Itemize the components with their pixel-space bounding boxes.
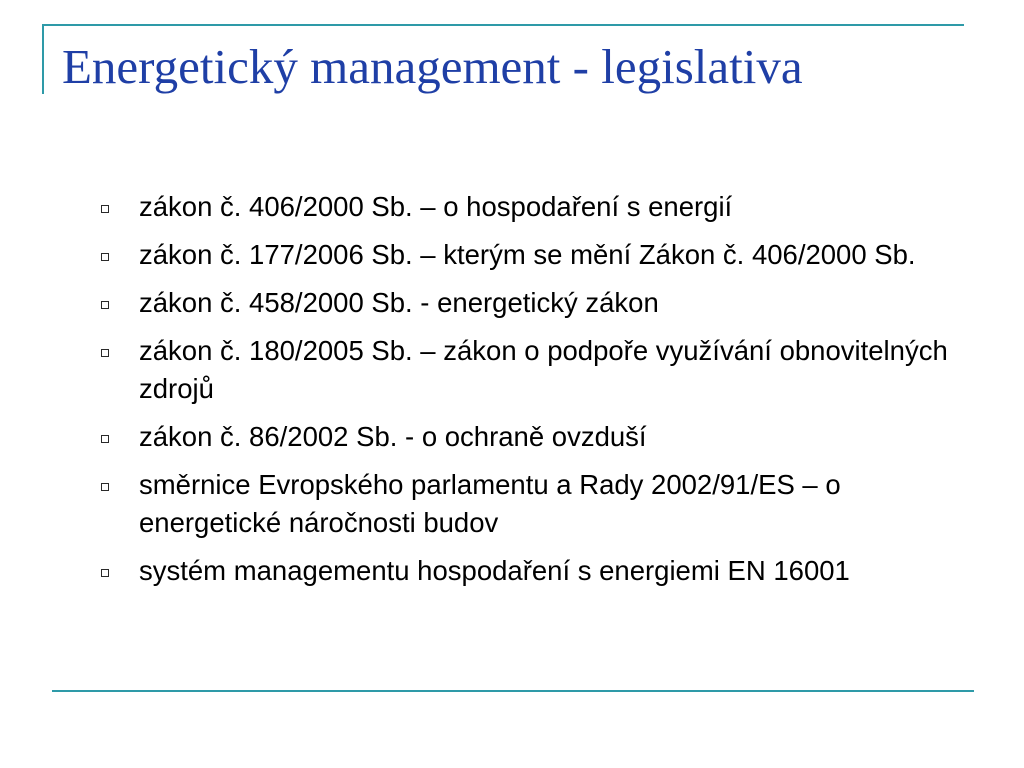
frame-bottom-line: [52, 690, 974, 692]
frame-top-line: [42, 24, 964, 26]
bullet-text: směrnice Evropského parlamentu a Rady 2002/91/ES – o energetické náročnosti budov: [139, 469, 841, 538]
bullet-item: [98, 418, 968, 456]
square-bullet-icon: [101, 435, 109, 443]
bullet-text: zákon č. 458/2000 Sb. - energetický zákon: [139, 287, 659, 318]
bullet-text: zákon č. 180/2005 Sb. – zákon o podpoře využívání obnovitelných zdrojů: [139, 335, 948, 404]
square-bullet-icon: [101, 301, 109, 309]
bullet-list: [98, 188, 968, 600]
square-bullet-icon: [101, 483, 109, 491]
bullet-item: [98, 332, 968, 408]
bullet-item: [98, 284, 968, 322]
bullet-text: zákon č. 86/2002 Sb. - o ochraně ovzduší: [139, 421, 647, 452]
bullet-text: zákon č. 177/2006 Sb. – kterým se mění Zákon č. 406/2000 Sb.: [139, 239, 916, 270]
bullet-item: [98, 236, 968, 274]
bullet-text: zákon č. 406/2000 Sb. – o hospodaření s energií: [139, 191, 733, 222]
bullet-item: [98, 188, 968, 226]
square-bullet-icon: [101, 253, 109, 261]
square-bullet-icon: [101, 349, 109, 357]
square-bullet-icon: [101, 205, 109, 213]
square-bullet-icon: [101, 569, 109, 577]
bullet-item: [98, 466, 968, 542]
bullet-text: systém managementu hospodaření s energiemi EN 16001: [139, 555, 850, 586]
bullet-item: [98, 552, 968, 590]
frame-left-line: [42, 24, 44, 94]
slide-title: Energetický management - legislativa: [62, 39, 803, 94]
